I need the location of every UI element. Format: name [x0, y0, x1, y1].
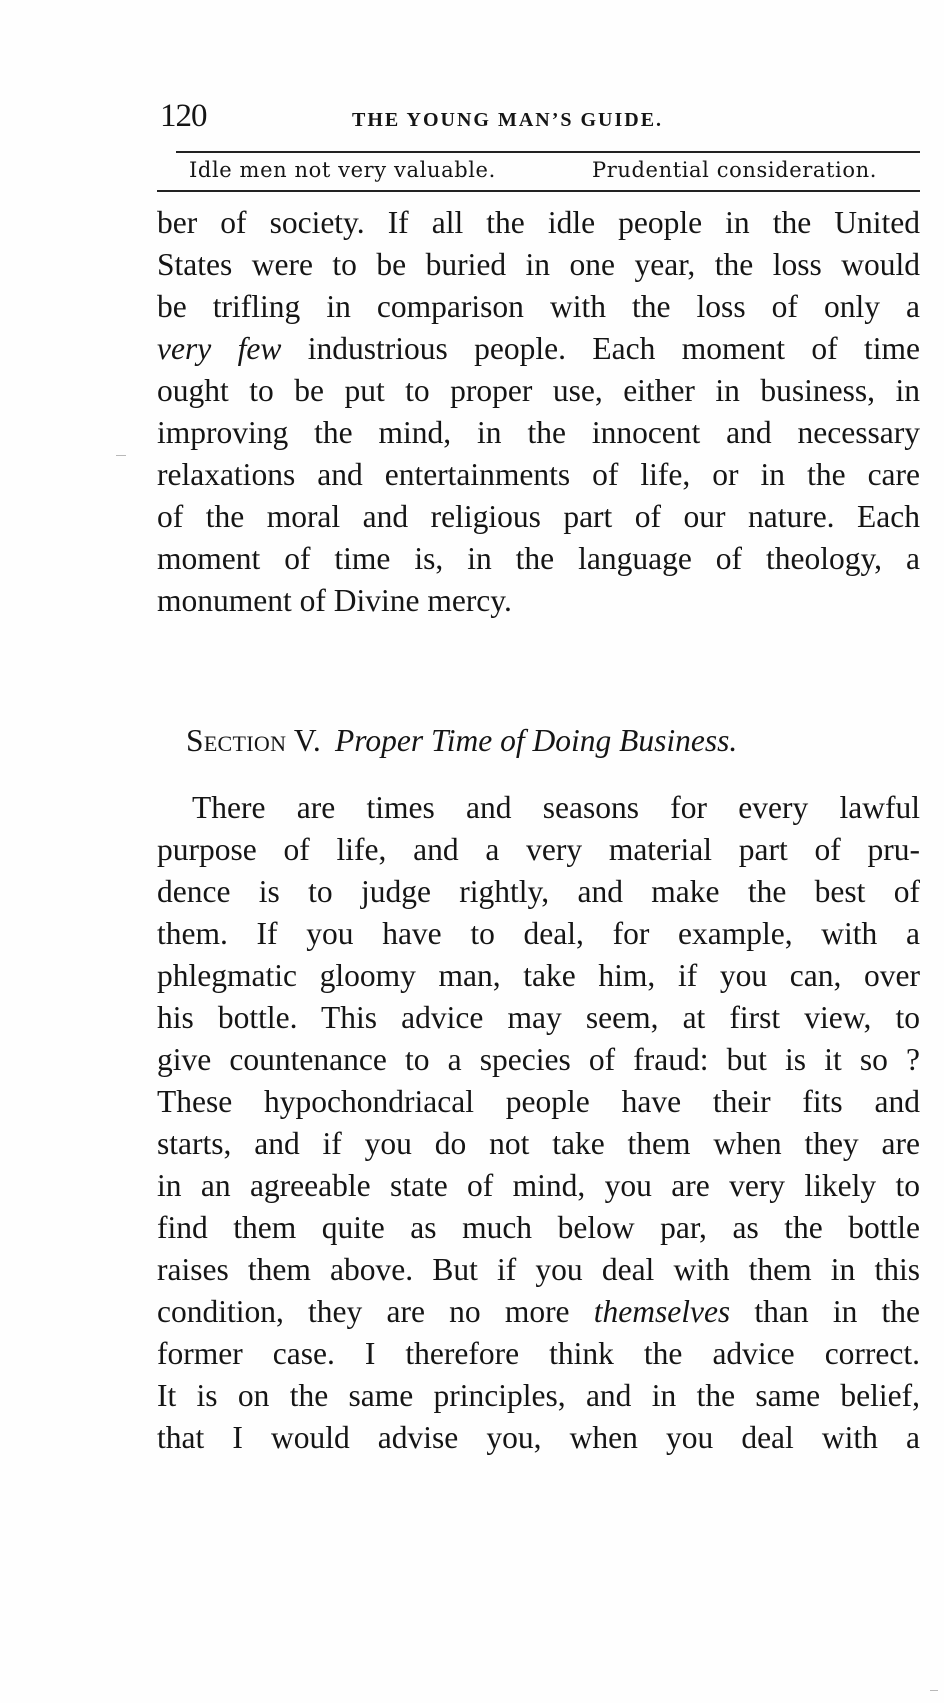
text-line: relaxations and entertainments of life, or in the care [157, 457, 920, 492]
text-line: his bottle. This advice may seem, at first view, to [157, 1000, 920, 1035]
text-line-start: condition, they are no more [157, 1294, 594, 1329]
text-line: monument of Divine mercy. [157, 583, 512, 618]
header-rule-bottom [157, 190, 920, 192]
text-line: raises them above. But if you deal with them in this [157, 1252, 920, 1287]
text-line: that I would advise you, when you deal with a [157, 1420, 920, 1455]
header-rule-top [176, 151, 920, 153]
text-line: There are times and seasons for every lawful [192, 790, 920, 825]
italic-phrase: themselves [593, 1294, 731, 1329]
text-line: moment of time is, in the language of theology, a [157, 541, 920, 576]
text-line: These hypochondriacal people have their fits and [157, 1084, 920, 1119]
text-line: It is on the same principles, and in the same belief, [157, 1378, 920, 1413]
text-line: starts, and if you do not take them when they are [157, 1126, 920, 1161]
text-line: purpose of life, and a very material part of pru- [157, 832, 920, 867]
italic-phrase: very few [157, 331, 282, 366]
text-line: dence is to judge rightly, and make the best of [157, 874, 920, 909]
section-label: Section V. [186, 723, 322, 758]
running-title: THE YOUNG MAN’S GUIDE. [352, 109, 664, 131]
text-line: of the moral and religious part of our nature. Each [157, 499, 920, 534]
page-number: 120 [160, 98, 207, 134]
section-title: Proper Time of Doing Business. [335, 723, 738, 758]
section-paragraph [157, 787, 920, 1459]
page-speck [930, 1690, 938, 1691]
text-line: find them quite as much below par, as the bottle [157, 1210, 920, 1245]
text-line: them. If you have to deal, for example, with a [157, 916, 920, 951]
text-line: phlegmatic gloomy man, take him, if you can, over [157, 958, 920, 993]
page-header [160, 98, 920, 138]
text-line: States were to be buried in one year, the loss would [157, 247, 920, 282]
text-line: give countenance to a species of fraud: but is it so ? [157, 1042, 920, 1077]
marginal-note-right: Prudential consideration. [592, 158, 878, 182]
section-heading [186, 721, 906, 761]
text-line-with-italic [157, 331, 920, 366]
page-speck [116, 455, 126, 456]
text-line: former case. I therefore think the advice correct. [157, 1336, 920, 1371]
text-line: be trifling in comparison with the loss of only a [157, 289, 920, 324]
paragraph-continued [157, 202, 920, 622]
marginal-note-left: Idle men not very valuable. [189, 158, 496, 182]
text-line: ought to be put to proper use, either in business, in [157, 373, 920, 408]
text-line: in an agreeable state of mind, you are very likely to [157, 1168, 920, 1203]
text-line-rest: than in the [730, 1294, 921, 1329]
text-line-rest: industrious people. Each moment of time [281, 331, 920, 366]
text-line: improving the mind, in the innocent and necessary [157, 415, 920, 450]
text-line: ber of society. If all the idle people in the United [157, 205, 920, 240]
text-line-with-italic [157, 1291, 920, 1333]
